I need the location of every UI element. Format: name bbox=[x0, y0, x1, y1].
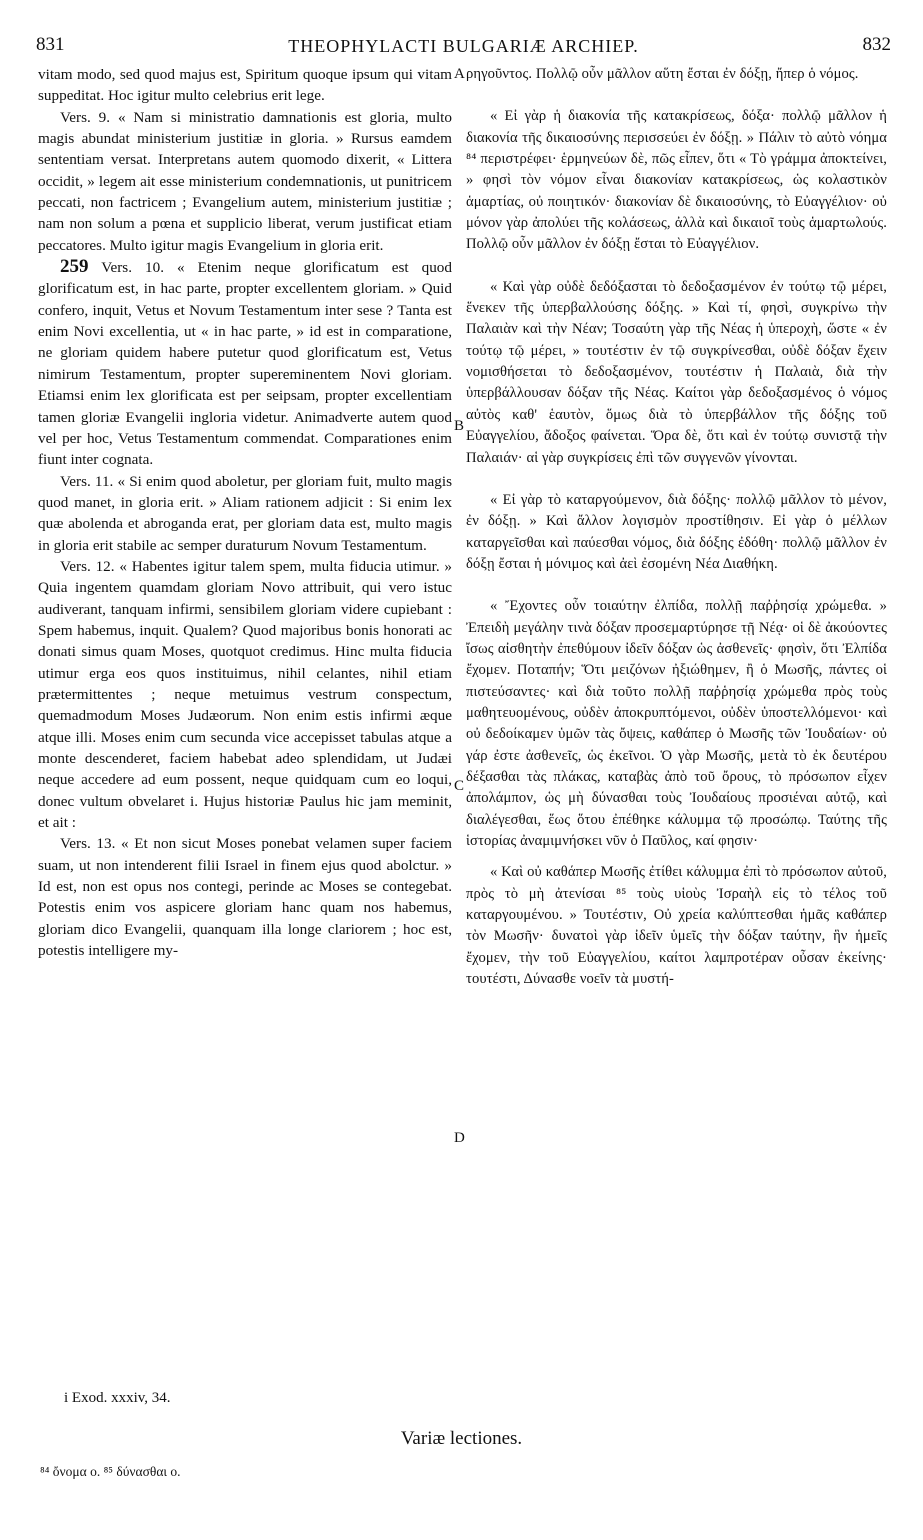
margin-letter-d: D bbox=[454, 1130, 465, 1146]
greek-paragraph: « Καὶ γὰρ οὐδὲ δεδόξασται τὸ δεδοξασμένον ἐν τούτῳ τῷ μέρει, ἕνεκεν τῆς ὑπερβαλλούσης δόξης. » Καὶ τί, φησὶ, συγκρίνω τὴν Παλαιὰν καὶ τὴν Νέαν; Τοσαύτη γὰρ τῆς Νέας ἡ ὑπεροχὴ, ὥστε « ἐν τούτῳ τῷ μέρει, » τουτέστιν ἐν τῷ συγκρίνεσθαι, οὐδὲ δόξαν ἔχειν νομισθήσεται τὸ δεδοξασμένον, τουτέστιν ἡ Παλαιὰ, διὰ τὴν ὑπερβάλλουσαν δόξαν τῆς Νέας. Καίτοι γὰρ δεδοξασμένος ὁ νόμος αὐτὸς καθ' ἑαυτὸν, ὅμως διὰ τὸ ὑπερβάλλον τῆς δόξης τοῦ Εὐαγγελίου, ἄδοξος φαίνεται. Ὅρα δὲ, ὅτι καὶ ἐν τούτῳ συνιστᾷ τὴν Παλαιάν· αἱ γὰρ συγκρίσεις ἐπὶ τῶν συγγενῶν γίνονται. bbox=[466, 278, 887, 466]
page-number-left: 831 bbox=[36, 34, 65, 55]
greek-paragraph: « Καὶ οὐ καθάπερ Μωσῆς ἐτίθει κάλυμμα ἐπὶ τὸ πρόσωπον αὐτοῦ, πρὸς τὸ μὴ ἀτενίσαι ⁸⁵ τοὺς υἱοὺς Ἰσραὴλ εἰς τὸ τέλος τοῦ καταργουμένου. » Τουτέστιν, Οὐ χρεία καλύπτεσθαι ἡμᾶς καθάπερ τὸν Μωσῆν· δυνατοὶ γὰρ ἰδεῖν ὑμεῖς τὴν δόξαν ταύτην, ἣν ἡμεῖς ἔχομεν, τὴν τοῦ Εὐαγγελίου, καίτοι λαμπροτέραν οὖσαν ἐκείνης· τουτέστι, Δύνασθε νοεῖν τὰ μυστή- bbox=[466, 864, 887, 988]
margin-letter-c: C bbox=[454, 778, 465, 794]
greek-paragraph: ρηγοῦντος. Πολλῷ οὖν μᾶλλον αὕτη ἔσται ἐν δόξῃ, ἤπερ ὁ νόμος. bbox=[466, 66, 859, 82]
greek-paragraph: « Εἰ γὰρ τὸ καταργούμενον, διὰ δόξης· πολλῷ μᾶλλον τὸ μένον, ἐν δόξῃ. » Καὶ ἄλλον λογισμὸν προστίθησιν. Εἰ γὰρ ὁ μέλλων καταργεῖσθαι καὶ παύεσθαι νόμος, διὰ δόξης ἐδόθη· πολλῷ μᾶλλον ἐν δόξῃ ἔσται ἡ μόνιμος καὶ ἀεὶ ἐσομένη Νέα Διαθήκη. bbox=[466, 491, 887, 572]
footnote: i Exod. xxxiv, 34. bbox=[64, 1390, 171, 1406]
greek-paragraph: « Ἔχοντες οὖν τοιαύτην ἐλπίδα, πολλῇ παῤῥησίᾳ χρώμεθα. » Ἐπειδὴ μεγάλην τινὰ δόξαν προσεμαρτύρησε τῇ Νέᾳ· οἱ δὲ ἀκούοντες ἴσως αἰσθητὴν ἐπεθύμουν ἰδεῖν δόξαν ὡς ἀσθενεῖς· φησὶν, ὅτι Ἐλπίδα ἔχομεν. Ποταπήν; Ὅτι μειζόνων ἠξιώθημεν, ἢ ὁ Μωσῆς, πάντες οἱ πιστεύσαντες· καὶ διὰ τοῦτο πολλῇ παῤῥησίᾳ χρώμεθα πρὸς τοὺς μαθητευομένους, οὐδὲν ἀποκρυπτόμενοι, οὐδὲν ὑποστελλόμενοι· καὶ οὐ δεδοίκαμεν ὑμῶν τὰς ὄψεις, καθάπερ ὁ Μωσῆς τῶν Ἰουδαίων· οὐ γάρ ἐστε ἀσθενεῖς, ὡς ἐκεῖνοι. Ὁ γὰρ Μωσῆς, μετὰ τὸ ἐκ δευτέρου δέξασθαι τὰς πλάκας, καταβὰς ἀπὸ τοῦ ὄρους, τὸ πρόσωπον εἶχεν ἀπολάμπον, ὡς μὴ δύνασθαι τοὺς Ἰουδαίους προσιέναι αὐτῷ, καὶ διαλέγεσθαι, ἕως ὅτου ἐπέθηκε κάλυμμα τῷ προσώπῳ. Ταύτης τῆς ἱστορίας ἀναμιμνήσκει νῦν ὁ Παῦλος, καί φησιν· bbox=[466, 598, 887, 849]
latin-paragraph-text: Vers. 10. « Etenim neque glorificatum est quod glorificatum est, in hac parte, propter excellentem gloriam. » Quid confero, inquit, Vetus et Novum Testamentum inter sese ? Tanta est enim Novi excellentia, ut « in hac parte, » id est in comparatione, ne gloriam quidem habere putetur quod glorificatum est, Vetus nimirum Testamentum, propter supereminentem Novi gloriam. Etiamsi enim lex glorificata est per seipsam, propter excellentiam tamen gloriæ Evangelii ingloria videtur. Animadverte autem quod vel per hoc, Vetus Testamentum commendat. Comparationes enim fiunt inter cognata. bbox=[38, 259, 452, 469]
latin-paragraph: Vers. 12. « Habentes igitur talem spem, multa fiducia utimur. » Quia ingentem quamdam gloriam Novo attribuit, qui vero istuc audiverant, tanquam infirmi, sensibilem gloriam videre cupiebant : Spem habemus, inquit. Qualem? Quod majoribus bonis honorati ac donati simus quam Moses, quotquot credimus. Hinc multa fiducia utimur erga eos quos instituimus, nihil celantes, nihil etiam prætermittentes ; neque metuimus vestrum conspectum, quemadmodum Moses Judæorum. Non enim estis infirmi æque atque illi. Moses enim cum secunda vice accepisset tabulas atque a monte descenderet, faciem habebat adeo splendidam, ut Judæi neque accedere ad eum possent, neque quidquam cum eo loqui, donec vultum obvelaret i. Hujus historiæ Paulus hic jam meminit, et ait : bbox=[38, 557, 452, 832]
latin-paragraph: Vers. 13. « Et non sicut Moses ponebat velamen super faciem suam, ut non intenderent filii Israel in finem ejus quod abolctur. » Id est, non est opus nos contegi, perinde ac Moses se contegebat. Potestis enim vos aspicere gloriam hanc quam nos habemus, gloriam dico Evangelii, quanquam illa longe clariorem ; hoc est, potestis intelligere my- bbox=[38, 835, 452, 960]
variae-lectiones-heading: Variæ lectiones. bbox=[400, 1428, 523, 1449]
latin-paragraph bbox=[38, 256, 452, 470]
latin-paragraph: Vers. 11. « Si enim quod aboletur, per gloriam fuit, multo magis quod manet, in gloria erit. » Aliam rationem adjicit : Si enim lex quæ abolenda et abroganda erat, per gloriam data est, multo magis in gloria erit stabile ac semper duraturum Novum Testamentum. bbox=[38, 472, 452, 554]
greek-paragraph: « Εἰ γὰρ ἡ διακονία τῆς κατακρίσεως, δόξα· πολλῷ μᾶλλον ἡ διακονία τῆς δικαιοσύνης περισσεύει ἐν δόξῃ. » Πάλιν τὸ αὐτὸ νόημα ⁸⁴ περιστρέφει· ἑρμηνεύων δὲ, πῶς εἶπεν, ὅτι « Τὸ γράμμα ἀποκτείνει, » φησὶ τὸν νόμον εἶναι διακονίαν κατακρίσεως, ὡς κολαστικὸν ἁμαρτίας, οὐ ποιητικόν· διακονίαν δὲ δικαιοσύνης, τὸ Εὐαγγέλιον· οὐ μόνον γὰρ ἀπολύει τῆς κολάσεως, ἀλλὰ καὶ δικαιοῖ τοὺς ἁμαρτωλούς. Πολλῷ οὖν μᾶλλον ἐν δόξῃ ἔσται τὸ Εὐαγγέλιον. bbox=[466, 108, 887, 253]
margin-letter-b: B bbox=[454, 418, 465, 434]
greek-column bbox=[466, 64, 887, 990]
variae-lectiones-notes: ⁸⁴ ὄνομα ο. ⁸⁵ δύνασθαι ο. bbox=[40, 1464, 181, 1479]
latin-paragraph: Vers. 9. « Nam si ministratio damnationis est gloria, multo magis abundat ministerium justitiæ in gloria. » Rursus eamdem sententiam versat. Interpretans autem quomodo dixerit, « Littera occidit, » legem ait esse ministerium condemnationis, ut punitricem peccati, non factricem ; Evangelium autem, ministerium justitiæ ; nam non solum a pœna et supplicio liberat, verum justificat etiam peccatores. Multo igitur magis Evangelium in gloria erit. bbox=[38, 108, 452, 254]
page-number-right: 832 bbox=[862, 34, 891, 55]
latin-paragraph: vitam modo, sed quod majus est, Spiritum quoque ipsum qui vitam suppeditat. Hoc igitur multo celebrius erit lege. bbox=[38, 66, 452, 105]
page-header bbox=[36, 34, 891, 62]
margin-letter-a: A bbox=[454, 66, 465, 82]
column-number: 259 bbox=[60, 256, 89, 278]
latin-column bbox=[38, 64, 452, 961]
running-title: THEOPHYLACTI BULGARIÆ ARCHIEP. bbox=[288, 36, 639, 56]
